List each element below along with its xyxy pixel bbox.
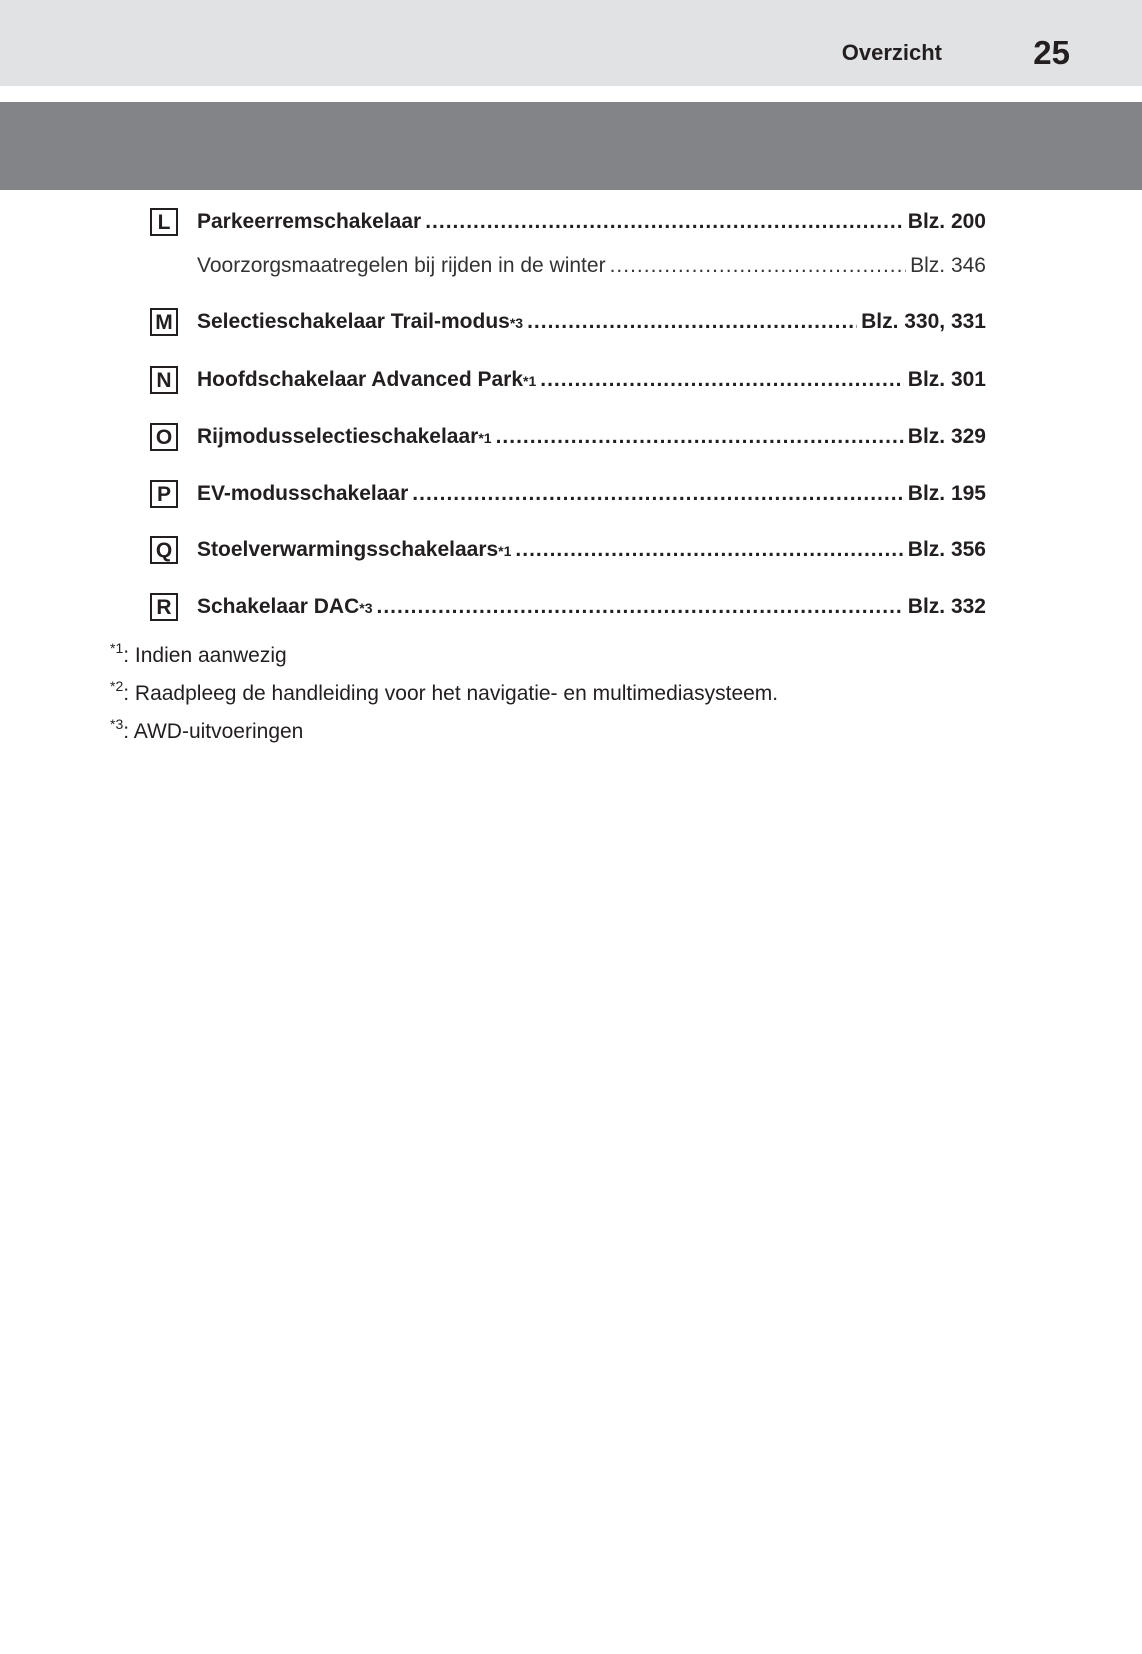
page-reference[interactable]: Blz. 356 xyxy=(907,538,986,561)
dot-leader xyxy=(376,595,903,619)
page-reference[interactable]: Blz. 346 xyxy=(910,254,986,277)
dot-leader xyxy=(425,210,904,234)
item-line: Stoelverwarmingsschakelaars *1 ..... Blz. 356 xyxy=(197,538,986,562)
dot-leader xyxy=(412,482,904,506)
page-reference[interactable]: Blz. 200 xyxy=(907,210,986,233)
footnote-text: : Raadpleeg de handleiding voor het navigatie- en multimediasysteem. xyxy=(123,682,779,705)
list-item xyxy=(150,534,986,591)
item-line: Schakelaar DAC *3 ..... Blz. 332 xyxy=(197,595,986,619)
list-item xyxy=(150,364,986,421)
footnote xyxy=(110,678,778,716)
item-label: Selectieschakelaar Trail-modus xyxy=(197,310,510,333)
footnote-text: : Indien aanwezig xyxy=(123,644,287,667)
list-item xyxy=(150,206,986,252)
item-label: Stoelverwarmingsschakelaars xyxy=(197,538,499,561)
page-reference[interactable]: Blz. 332 xyxy=(907,595,986,618)
item-line: Selectieschakelaar Trail-modus *3 ..... Blz. 330, 331 xyxy=(197,310,986,334)
list-item xyxy=(150,421,986,478)
item-label: Parkeerremschakelaar xyxy=(197,210,422,233)
footnote-mark: *3 xyxy=(110,716,124,732)
section-title: Overzicht xyxy=(841,40,942,65)
item-letter-badge: O xyxy=(150,423,178,451)
footnotes xyxy=(110,640,778,754)
footnote-mark: *1 xyxy=(110,640,124,656)
item-line xyxy=(197,482,986,506)
dot-leader xyxy=(610,254,907,278)
item-label: Voorzorgsmaatregelen bij rijden in de winter xyxy=(197,254,606,277)
reference-list xyxy=(150,206,986,631)
footnote xyxy=(110,716,778,754)
item-label: Schakelaar DAC xyxy=(197,595,360,618)
item-letter-badge: P xyxy=(150,480,178,508)
header-band xyxy=(0,0,1142,86)
list-item xyxy=(150,478,986,534)
page-reference[interactable]: Blz. 195 xyxy=(907,482,986,505)
footnote xyxy=(110,640,778,678)
dot-leader xyxy=(515,538,903,562)
item-letter-badge: M xyxy=(150,308,178,336)
item-line xyxy=(197,254,986,278)
item-line: Hoofdschakelaar Advanced Park *1 ..... Blz. 301 xyxy=(197,368,986,392)
item-line: Rijmodusselectieschakelaar *1 ..... Blz. 329 xyxy=(197,425,986,449)
list-item xyxy=(150,252,986,306)
item-letter-badge: R xyxy=(150,593,178,621)
item-label: EV-modusschakelaar xyxy=(197,482,409,505)
list-item xyxy=(150,591,986,631)
item-label: Hoofdschakelaar Advanced Park xyxy=(197,368,524,391)
page-number: 25 xyxy=(1033,34,1070,71)
footnote-mark: *2 xyxy=(110,678,124,694)
item-label: Rijmodusselectieschakelaar xyxy=(197,425,479,448)
list-item xyxy=(150,306,986,364)
page-reference[interactable]: Blz. 301 xyxy=(907,368,986,391)
footnote-text: : AWD-uitvoeringen xyxy=(123,720,304,743)
page-reference[interactable]: Blz. 330, 331 xyxy=(861,310,986,333)
section-band xyxy=(0,102,1142,190)
item-letter-badge: N xyxy=(150,366,178,394)
dot-leader xyxy=(496,425,904,449)
item-letter-badge: L xyxy=(150,208,178,236)
item-line xyxy=(197,210,986,234)
dot-leader xyxy=(540,368,904,392)
item-letter-badge: Q xyxy=(150,536,178,564)
dot-leader xyxy=(527,310,857,334)
page-reference[interactable]: Blz. 329 xyxy=(907,425,986,448)
